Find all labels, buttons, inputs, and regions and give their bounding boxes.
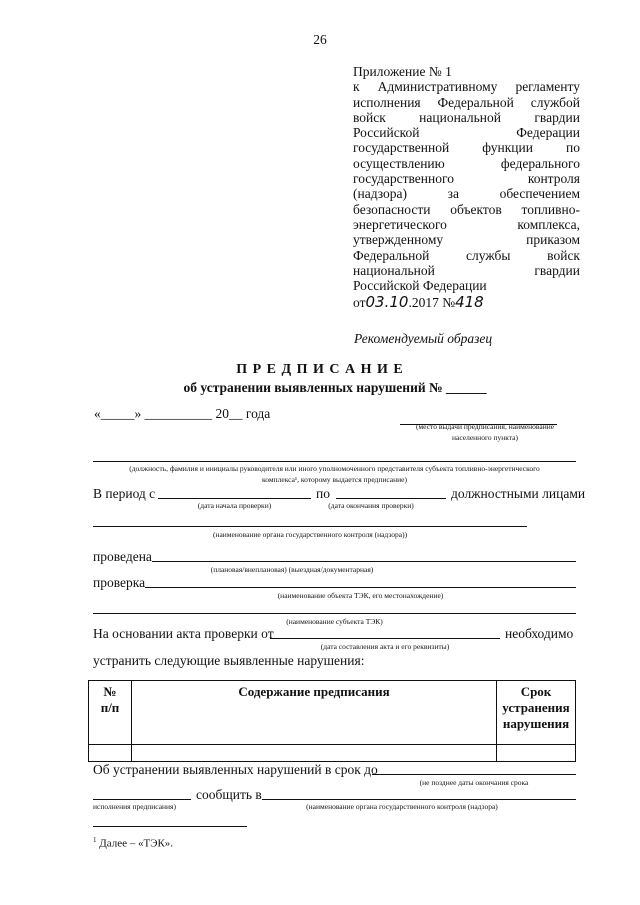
- appendix-line: Российской Федерации: [353, 278, 487, 294]
- inspection-label: проверка: [93, 575, 146, 590]
- handwritten-number: 418: [455, 293, 484, 312]
- appendix-line: Российской Федерации: [353, 125, 580, 141]
- deadline-caption: (не позднее даты окончания срока: [419, 778, 529, 787]
- table-header-row: [89, 681, 576, 745]
- recommended-sample: Рекомендуемый образец: [354, 331, 493, 346]
- eliminate-text: устранить следующие выявленные нарушения:: [93, 653, 365, 668]
- inspection-line: [145, 587, 576, 588]
- appendix-line: энергетического комплекса,: [353, 216, 580, 232]
- period-prefix: В период с: [93, 486, 156, 501]
- deadline-line: [372, 774, 576, 775]
- appendix-line: государственной функции по: [353, 140, 580, 156]
- place-caption: (место выдачи предписания, наименование: [415, 422, 555, 431]
- basis-line: [270, 638, 500, 639]
- appendix-line: к Административному регламенту: [353, 79, 580, 95]
- appendix-line: исполнения Федеральной службой: [353, 94, 580, 110]
- basis-suffix: необходимо: [505, 626, 574, 641]
- period-start-caption: (дата начала проверки): [197, 501, 272, 510]
- basis-caption: (дата составления акта и его реквизиты): [320, 642, 450, 651]
- period-start-line: [158, 498, 311, 499]
- footnote-separator: [93, 826, 247, 827]
- conducted-label: проведена: [93, 549, 152, 564]
- inspection-caption: (наименование объекта ТЭК, его местонахождение): [277, 591, 444, 600]
- subject-caption: (наименование субъекта ТЭК): [286, 617, 383, 626]
- appendix-line: государственного контроля: [353, 171, 580, 187]
- place-caption: населенного пункта): [452, 433, 518, 442]
- official-line: [93, 461, 576, 462]
- table-cell: [497, 745, 576, 762]
- document-title: П Р Е Д П И С А Н И Е: [236, 362, 404, 377]
- execution-caption: исполнения предписания): [93, 802, 177, 811]
- appendix-line: (надзора) за обеспечением: [353, 186, 580, 202]
- appendix-line: Приложение № 1: [353, 64, 452, 79]
- appendix-line: национальной гвардии: [353, 262, 580, 278]
- table-cell: [89, 745, 132, 762]
- period-end-line: [336, 498, 446, 499]
- appendix-line: безопасности объектов топливно-: [353, 201, 580, 217]
- official-caption: (должность, фамилия и инициалы руководителя или иного уполномоченного представителя субъекта топливно-энергетического: [129, 464, 540, 473]
- basis-prefix: На основании акта проверки от: [93, 626, 274, 641]
- conducted-line: [152, 561, 576, 562]
- footnote-text: Далее – «ТЭК».: [99, 837, 174, 850]
- period-suffix: должностными лицами: [451, 486, 586, 501]
- appendix-block: [353, 64, 580, 311]
- appendix-line: осуществлению федерального: [353, 155, 580, 171]
- appendix-line: утвержденному приказом: [353, 232, 580, 248]
- appendix-line: Федеральной службы войск: [353, 247, 580, 263]
- date-line: «_____» __________ 20__ года: [94, 406, 271, 421]
- date-prefix: от: [353, 295, 366, 311]
- report-word: сообщить в: [196, 787, 262, 802]
- page-number: 26: [313, 32, 327, 47]
- report-organ-line: [262, 799, 576, 800]
- content-header: Содержание предписания: [132, 681, 497, 745]
- report-prefix: Об устранении выявленных нарушений в срок до: [93, 762, 378, 777]
- number-header: № п/п: [89, 681, 132, 745]
- subject-line: [93, 613, 576, 614]
- official-caption: комплекса¹, которому выдается предписание): [262, 475, 407, 484]
- table-row: [89, 745, 576, 762]
- footnote-mark: 1: [93, 836, 97, 844]
- handwritten-date: 03.10: [365, 293, 409, 312]
- document-subtitle: об устранении выявленных нарушений № ______: [183, 380, 487, 395]
- period-middle: по: [316, 486, 330, 501]
- period-end-caption: (дата окончания проверки): [328, 501, 414, 510]
- date-year: .2017 №: [408, 295, 456, 311]
- appendix-date-line: [353, 293, 580, 311]
- organ-line: [93, 526, 527, 527]
- deadline-header: Срок устранения нарушения: [497, 681, 576, 745]
- report-blank-line: [93, 799, 191, 800]
- appendix-line: войск национальной гвардии: [353, 109, 580, 125]
- footnote: [93, 834, 173, 851]
- conducted-caption: (плановая/внеплановая) (выездная/документарная): [210, 565, 374, 574]
- report-organ-caption: (наименование органа государственного контроля (надзора): [306, 802, 498, 811]
- violations-table: [88, 680, 576, 762]
- table-cell: [132, 745, 497, 762]
- organ-caption: (наименование органа государственного контроля (надзора)): [212, 530, 408, 539]
